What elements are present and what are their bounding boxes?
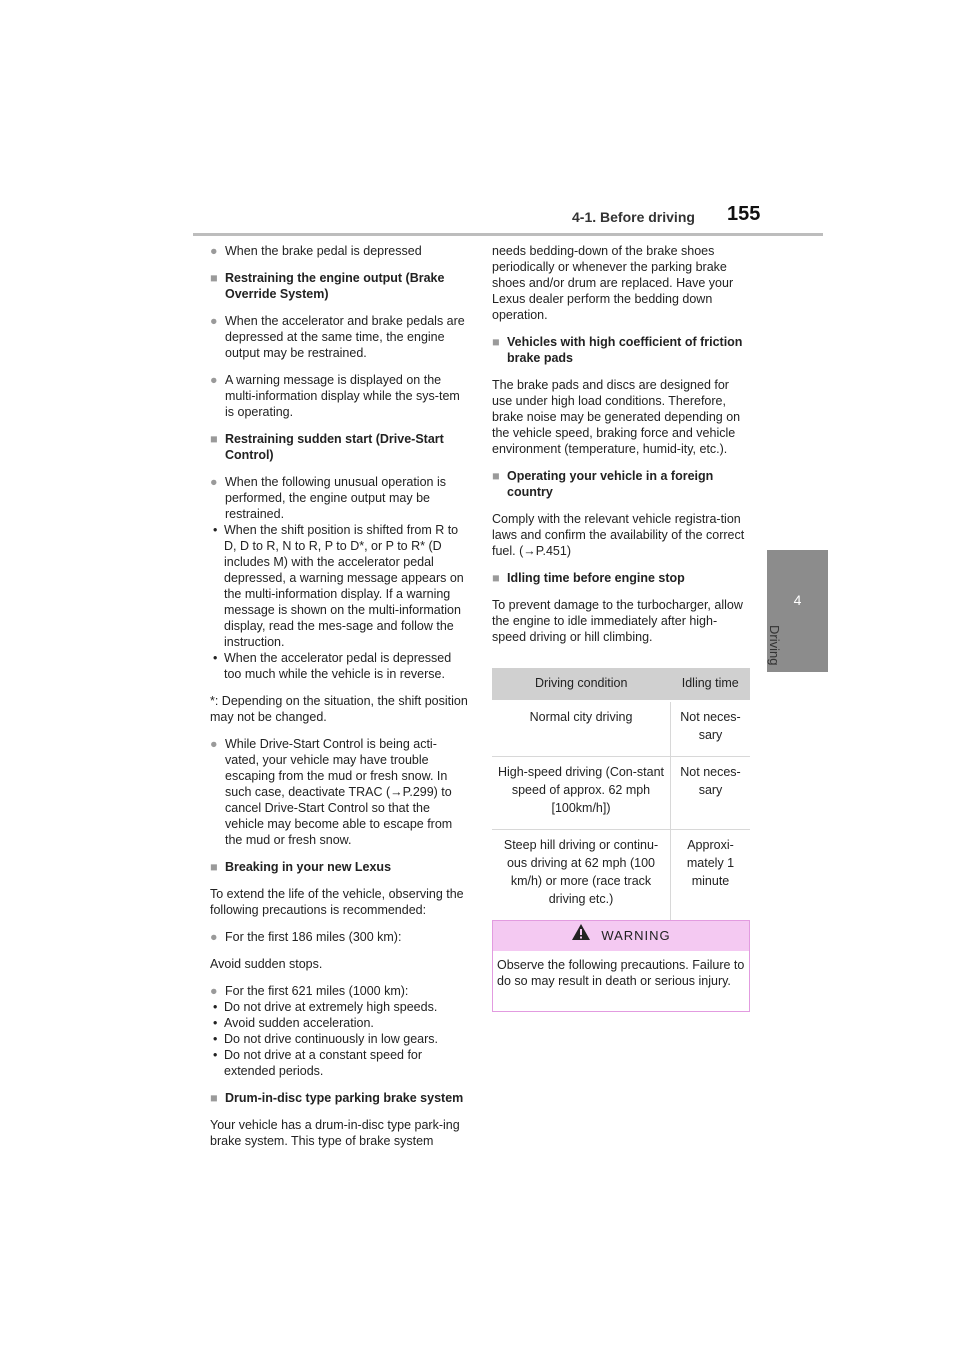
table-cell: Not neces-sary	[671, 701, 751, 757]
bullet-icon: ●	[210, 244, 218, 258]
section-heading: ■ Breaking in your new Lexus	[210, 860, 392, 874]
table-cell: Normal city driving	[492, 701, 671, 757]
left-column	[210, 243, 468, 1160]
table-row	[492, 830, 750, 921]
table-cell: Approxi-mately 1 minute	[671, 830, 751, 921]
bullet-icon: ●	[210, 314, 218, 328]
square-icon: ■	[492, 335, 500, 349]
idling-time-table	[492, 668, 750, 921]
table-cell: Not neces-sary	[671, 757, 751, 830]
table-row	[492, 701, 750, 757]
bullet-icon: ●	[210, 373, 218, 387]
table-cell: Steep hill driving or continu-ous driving at 62 mph (100 km/h) or more (race track driving etc.)	[492, 830, 671, 921]
section-heading: ■ Vehicles with high coefficient of friction brake pads	[492, 335, 743, 365]
bullet-item: ● When the accelerator and brake pedals are depressed at the same time, the engine output may be restrained.	[210, 314, 465, 360]
section-title: 4-1. Before driving	[572, 209, 695, 225]
bullet-item: ● When the following unusual operation is performed, the engine output may be restrained.	[210, 475, 446, 521]
chapter-label: Driving	[767, 625, 782, 666]
square-icon: ■	[492, 469, 500, 483]
square-icon: ■	[492, 571, 500, 585]
section-heading: ■ Idling time before engine stop	[492, 571, 685, 585]
square-icon: ■	[210, 271, 218, 285]
sub-list	[210, 522, 468, 682]
page-number: 155	[727, 203, 761, 225]
chapter-number: 4	[793, 592, 802, 608]
warning-title: WARNING	[601, 928, 671, 943]
section-heading: ■ Restraining sudden start (Drive-Start Control)	[210, 432, 444, 462]
sub-item: • Do not drive at extremely high speeds.	[213, 1000, 438, 1014]
warning-icon	[571, 922, 591, 952]
header-divider	[193, 233, 823, 236]
square-icon: ■	[210, 860, 218, 874]
square-icon: ■	[210, 432, 218, 446]
footnote: *: Depending on the situation, the shift position may not be changed.	[210, 694, 468, 724]
right-column	[492, 243, 750, 656]
paragraph: Your vehicle has a drum-in-disc type park-ing brake system. This type of brake system	[210, 1118, 460, 1148]
bullet-icon: ●	[210, 737, 218, 751]
sub-item: • Do not drive continuously in low gears.	[213, 1032, 439, 1046]
section-heading: ■ Operating your vehicle in a foreign country	[492, 469, 714, 499]
square-icon: ■	[210, 1091, 218, 1105]
table-cell: High-speed driving (Con-stant speed of approx. 62 mph [100km/h])	[492, 757, 671, 830]
sub-item: • Do not drive at a constant speed for extended periods.	[213, 1048, 423, 1078]
sub-list	[210, 999, 468, 1079]
paragraph: To extend the life of the vehicle, observing the following precautions is recommended:	[210, 887, 464, 917]
paragraph: Comply with the relevant vehicle registra-tion laws and confirm the availability of the correct fuel. (→P.451)	[492, 512, 745, 558]
sub-item: • When the shift position is shifted from R to D, D to R, N to R, P to D*, or P to R* (D includes M) with the accelerator pedal depressed, a warning message appears on the multi-information display. If a warning message is shown on the multi-information display, read the mes-sage and follow the instruction.	[213, 523, 464, 649]
table-header-row	[492, 668, 750, 701]
bullet-item: ● For the first 186 miles (300 km):	[210, 930, 402, 944]
warning-header	[493, 921, 749, 951]
paragraph: Avoid sudden stops.	[210, 957, 323, 971]
sub-item: • When the accelerator pedal is depressed too much while the vehicle is in reverse.	[213, 651, 452, 681]
bullet-item: ● A warning message is displayed on the multi-information display while the sys-tem is operating.	[210, 373, 460, 419]
bullet-item: ● For the first 621 miles (1000 km):	[210, 984, 409, 998]
column-header: Driving condition	[492, 668, 671, 701]
bullet-icon: ●	[210, 475, 218, 489]
warning-text: Observe the following precautions. Failure to do so may result in death or serious injury.	[497, 958, 745, 988]
bullet-icon: ●	[210, 930, 218, 944]
section-heading: ■ Drum-in-disc type parking brake system	[210, 1091, 464, 1105]
bullet-item: ● When the brake pedal is depressed	[210, 244, 422, 258]
paragraph: The brake pads and discs are designed for use under high load conditions. Therefore, brake noise may be generated depending on the vehicle speed, braking force and vehicle environment (temperature, humid-ity, etc.).	[492, 378, 741, 456]
paragraph: needs bedding-down of the brake shoes periodically or whenever the parking brake shoes and/or drum are replaced. Have your Lexus dealer perform the bedding down operation.	[492, 244, 734, 322]
column-header: Idling time	[671, 668, 751, 701]
bullet-icon: ●	[210, 984, 218, 998]
bullet-item: ● While Drive-Start Control is being acti-vated, your vehicle may have trouble escaping from the mud or fresh snow. In such case, deactivate TRAC (→P.299) to cancel Drive-Start Control so that the vehicle may become able to escape from the mud or fresh snow.	[210, 737, 453, 847]
section-heading: ■ Restraining the engine output (Brake Override System)	[210, 271, 445, 301]
sub-item: • Avoid sudden acceleration.	[213, 1016, 374, 1030]
paragraph: To prevent damage to the turbocharger, allow the engine to idle immediately after high-speed driving or hill climbing.	[492, 598, 743, 644]
warning-box	[492, 920, 750, 1012]
table-row	[492, 757, 750, 830]
